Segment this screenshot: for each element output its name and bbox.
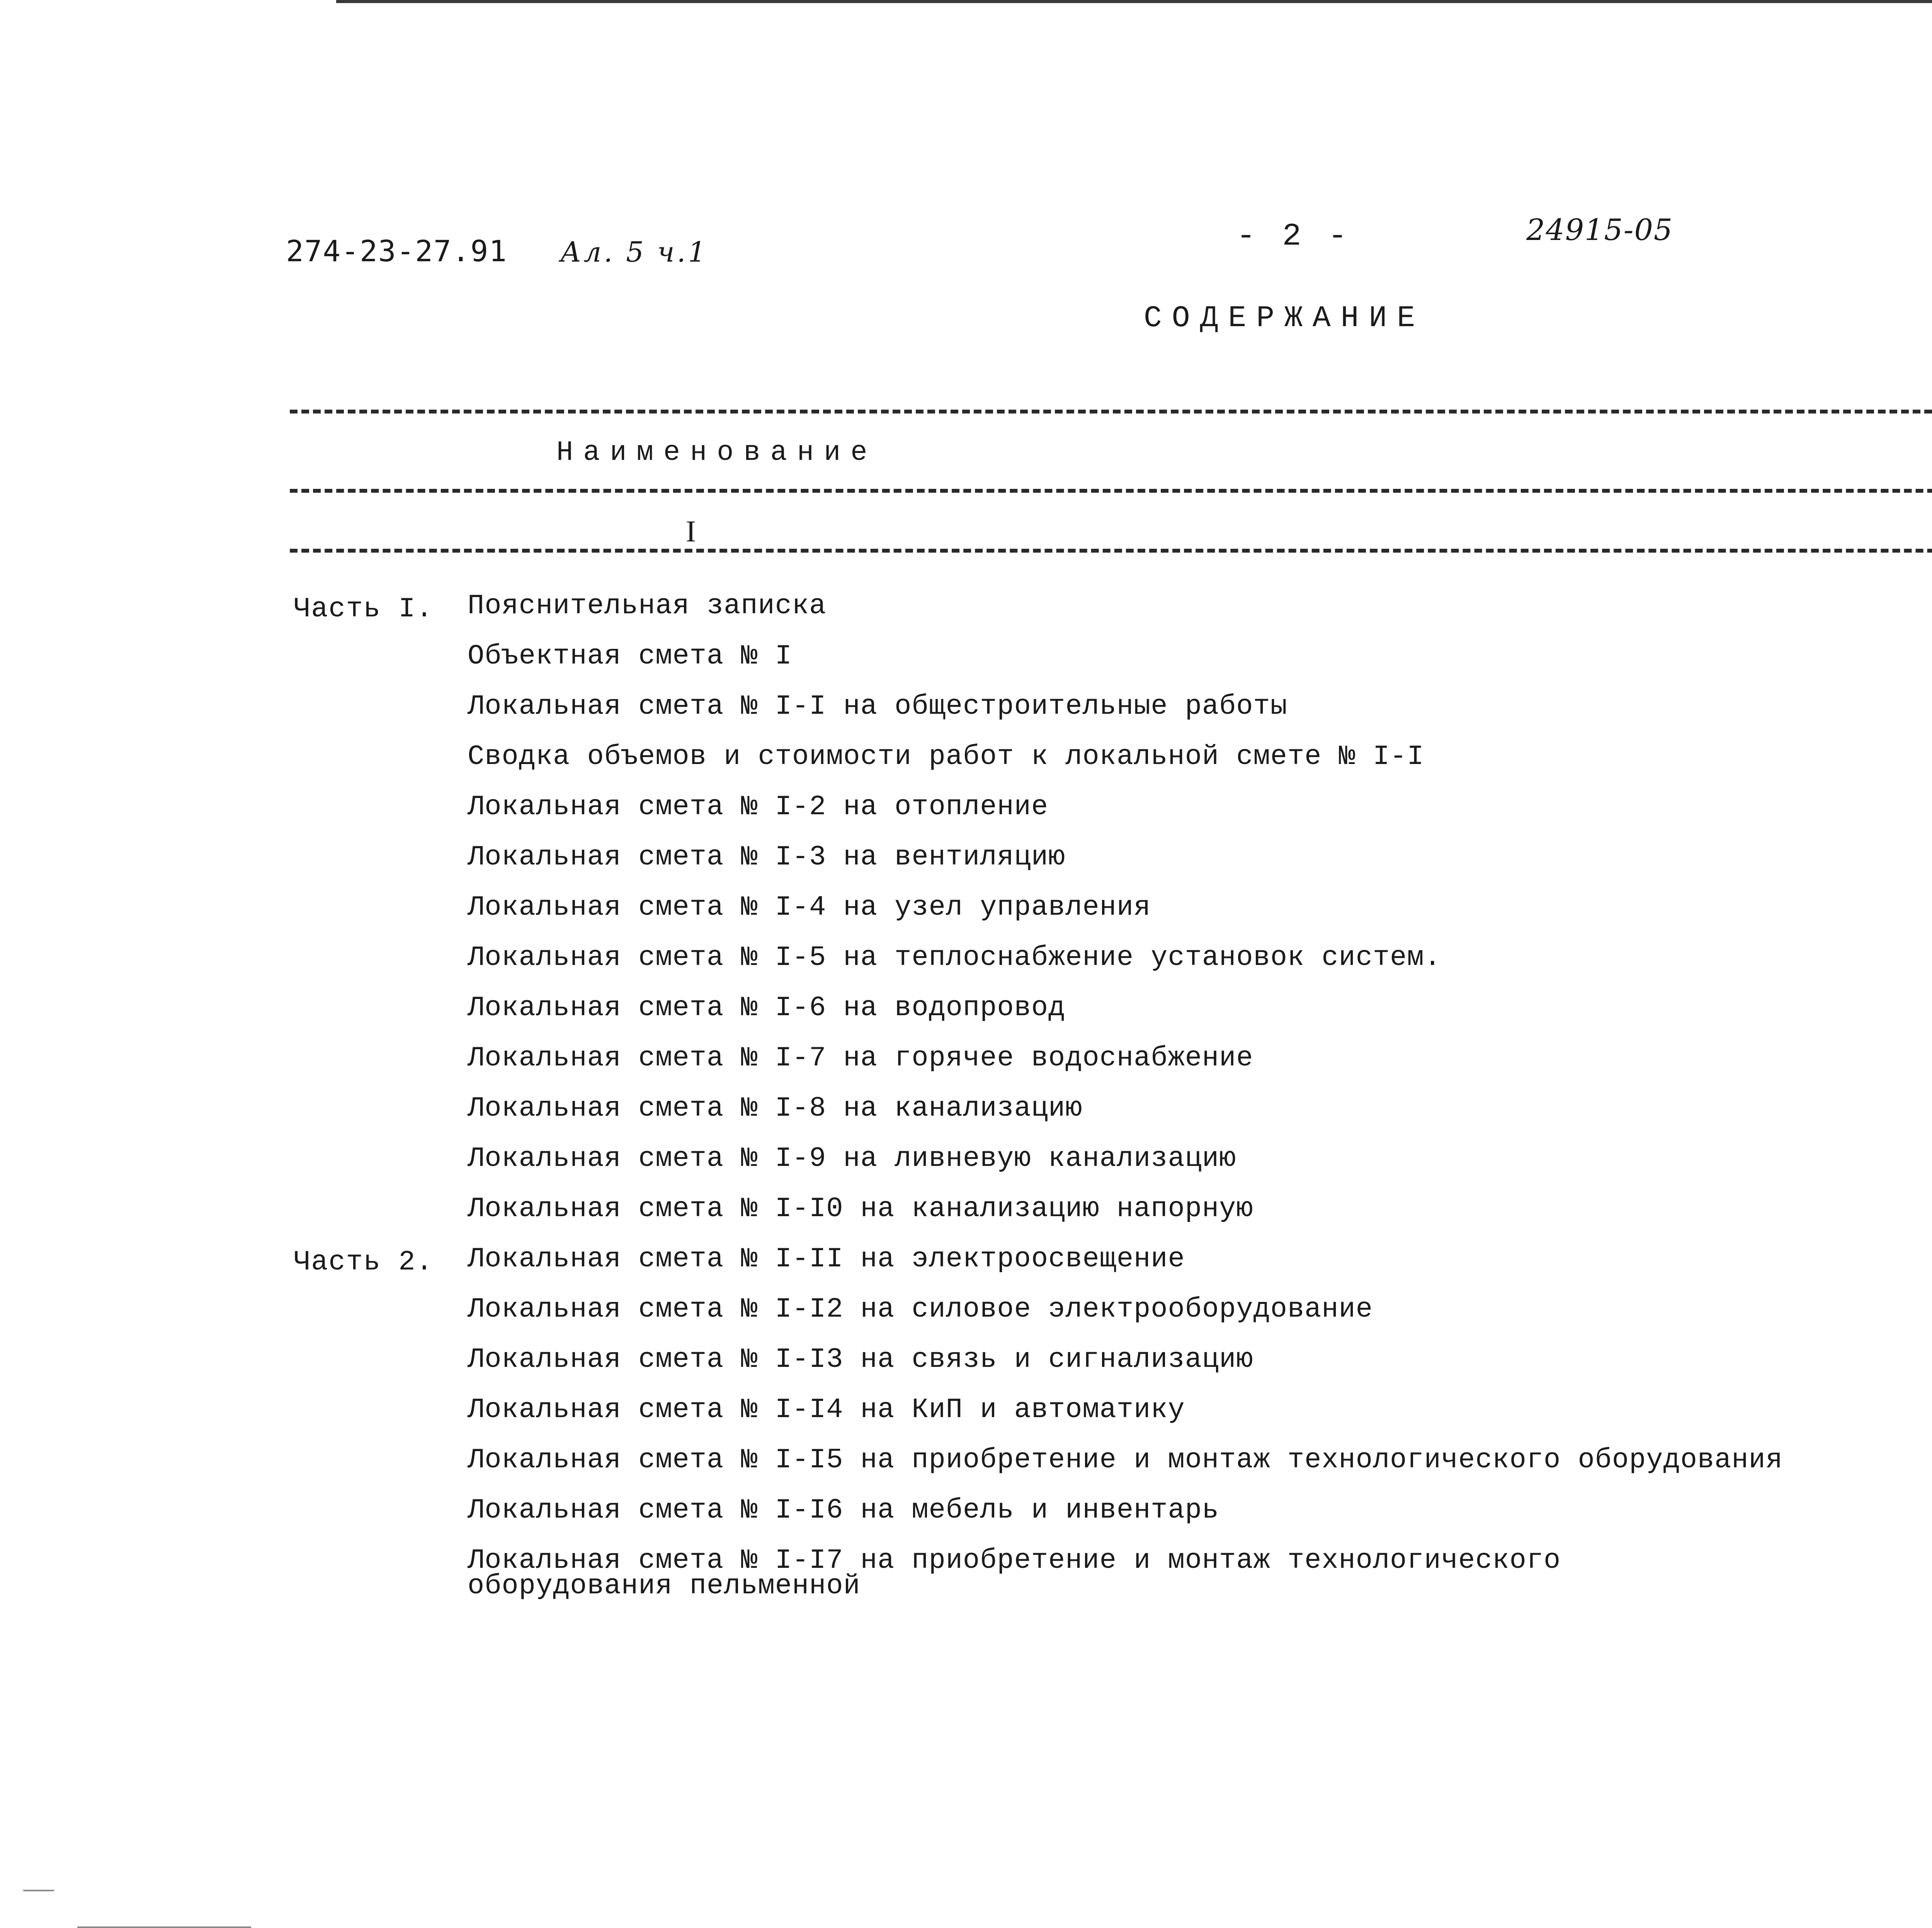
entry-title: Локальная смета № I-2 на отопление — [468, 791, 1049, 823]
part-label: Часть 2. — [294, 1246, 434, 1278]
column-number-name: I — [686, 514, 696, 548]
table-top-rule — [290, 410, 1932, 414]
table-numbering-rule — [290, 549, 1932, 553]
list-item — [0, 640, 1932, 682]
entry-title: Локальная смета № I-I на общестроительные работы — [468, 691, 1287, 722]
scan-artifact-line — [77, 1926, 251, 1928]
list-item — [0, 691, 1932, 732]
entry-title: Локальная смета № I-4 на узел управления — [468, 892, 1151, 923]
list-item — [0, 1193, 1932, 1235]
list-item — [0, 1293, 1932, 1335]
entry-title: Локальная смета № I-8 на канализацию — [468, 1092, 1083, 1124]
table-header-rule — [290, 489, 1932, 493]
entry-title: Локальная смета № I-I6 на мебель и инвентарь — [468, 1494, 1219, 1526]
list-item — [0, 590, 1932, 632]
entry-title: Локальная смета № I-7 на горячее водоснабжение — [468, 1042, 1253, 1074]
page-title: СОДЕРЖАНИЕ — [1144, 301, 1425, 335]
entry-title: Локальная смета № I-3 на вентиляцию — [468, 841, 1066, 873]
list-item — [0, 1042, 1932, 1084]
entry-title: Локальная смета № I-I7 на приобретение и монтаж технологического оборудования пельменной — [468, 1545, 1561, 1602]
entry-title: Локальная смета № I-9 на ливневую канализацию — [468, 1143, 1236, 1174]
entry-title: Пояснительная записка — [468, 590, 827, 622]
handwritten-doc-number: 24915-05 — [1526, 213, 1673, 247]
entry-title: Локальная смета № I-II на электроосвещение — [468, 1243, 1185, 1275]
list-item — [0, 942, 1932, 984]
list-item — [0, 741, 1932, 783]
entry-title: Локальная смета № I-I5 на приобретение и монтаж технологического оборудования — [468, 1444, 1783, 1476]
list-item — [0, 1444, 1932, 1486]
list-item — [0, 1243, 1932, 1285]
list-item — [0, 1394, 1932, 1436]
entry-title: Сводка объемов и стоимости работ к локальной смете № I-I — [468, 741, 1424, 773]
page-number: - 2 - — [1236, 218, 1351, 254]
list-item — [0, 1344, 1932, 1385]
entry-title: Локальная смета № I-I4 на КиП и автоматику — [468, 1394, 1185, 1426]
entry-title: Локальная смета № I-6 на водопровод — [468, 992, 1066, 1024]
entry-title: Локальная смета № I-I3 на связь и сигнализацию — [468, 1344, 1253, 1375]
scan-artifact-line — [23, 1890, 54, 1891]
part-label: Часть I. — [294, 593, 434, 625]
list-item — [0, 1494, 1932, 1536]
list-item — [0, 892, 1932, 933]
document-code: 274-23-27.91 — [286, 234, 508, 268]
list-item — [0, 841, 1932, 883]
entry-title: Локальная смета № I-I0 на канализацию напорную — [468, 1193, 1253, 1225]
list-item — [0, 1092, 1932, 1134]
entry-title: Локальная смета № I-I2 на силовое электрооборудование — [468, 1293, 1373, 1325]
entry-title: Объектная смета № I — [468, 640, 792, 672]
list-item — [0, 1143, 1932, 1184]
page-top-border — [336, 0, 1932, 3]
column-header-name: Наименование — [556, 437, 878, 468]
list-item — [0, 1545, 1932, 1613]
list-item — [0, 992, 1932, 1034]
list-item — [0, 791, 1932, 833]
handwritten-reference: Ал. 5 ч.1 — [560, 236, 708, 268]
entry-title: Локальная смета № I-5 на теплоснабжение установок систем. — [468, 942, 1441, 973]
